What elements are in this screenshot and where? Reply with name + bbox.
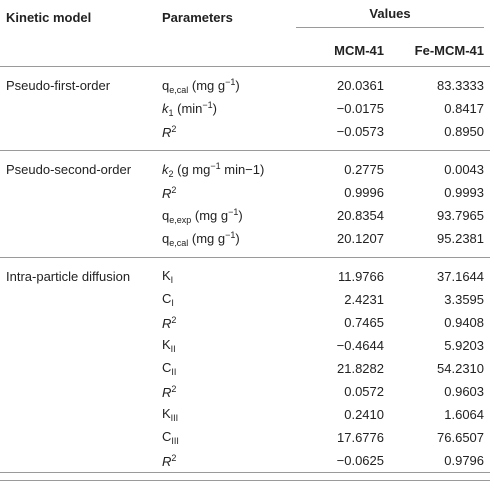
parameter-cell	[156, 265, 290, 288]
table-row	[0, 288, 490, 311]
parameter-symbol: R	[162, 315, 172, 331]
parameter-symbol: R	[162, 384, 172, 400]
parameter-cell	[156, 74, 290, 97]
kinetic-model-cell	[0, 227, 156, 250]
mcm41-value: 0.9996	[344, 185, 384, 200]
mcm41-value: 2.4231	[344, 292, 384, 307]
parameter-cell	[156, 403, 290, 426]
fe-mcm41-value: 93.7965	[437, 208, 485, 223]
table-row	[0, 357, 490, 380]
mcm41-value: 0.7465	[344, 315, 384, 330]
unit-superscript: −1	[210, 160, 221, 171]
kinetic-model-cell	[0, 288, 156, 311]
mcm41-value: 17.6776	[337, 430, 384, 445]
mcm41-value: 0.2410	[344, 407, 384, 422]
mcm41-value: 0.2775	[344, 162, 384, 177]
mcm41-value: 20.8354	[337, 208, 384, 223]
fe-mcm41-value: 76.6507	[437, 430, 485, 445]
kinetic-model-cell	[0, 181, 156, 204]
parameter-superscript: 2	[171, 452, 177, 463]
fe-mcm41-value: 0.9796	[390, 449, 490, 473]
mcm41-value: 21.8282	[337, 361, 384, 376]
table-row	[0, 311, 490, 334]
unit-end: min−1)	[220, 161, 265, 177]
header-values-label: Values	[296, 6, 484, 28]
fe-mcm41-value: 0.9603	[444, 384, 485, 399]
parameter-symbol: C	[162, 291, 172, 306]
fe-mcm41-value: 0.8950	[444, 124, 485, 139]
mcm41-value: −0.0573	[336, 124, 384, 139]
parameter-subscript: e,cal	[169, 237, 189, 248]
parameter-subscript: e,cal	[169, 84, 189, 95]
parameter-unit: (g mg	[173, 161, 211, 177]
parameter-subscript: I	[171, 298, 174, 308]
table-row	[0, 74, 490, 97]
mcm41-value: −0.0175	[336, 101, 384, 116]
kinetic-model-cell	[0, 380, 156, 403]
kinetic-model-cell	[0, 120, 156, 143]
group-divider	[0, 151, 490, 159]
table-row	[0, 120, 490, 143]
parameter-symbol: k	[162, 100, 169, 116]
parameter-symbol: K	[162, 337, 171, 352]
mcm41-value: 20.0361	[337, 78, 384, 93]
table-row	[0, 97, 490, 120]
parameter-cell	[156, 158, 290, 181]
table-row	[0, 403, 490, 426]
kinetic-model-cell: Pseudo-first-order	[6, 78, 111, 93]
fe-mcm41-value: 37.1644	[437, 269, 485, 284]
table-row	[0, 204, 490, 227]
table-row	[0, 449, 490, 473]
fe-mcm41-value: 1.6064	[444, 407, 485, 422]
kinetic-model-cell	[0, 334, 156, 357]
parameter-subscript: II	[170, 344, 176, 354]
parameter-superscript: 2	[171, 383, 177, 394]
mcm41-value: −0.0625	[290, 449, 390, 473]
kinetic-model-cell	[0, 97, 156, 120]
kinetic-model-cell	[0, 449, 156, 473]
table-row	[0, 181, 490, 204]
fe-mcm41-value: 0.8417	[444, 101, 485, 116]
parameter-subscript: III	[171, 436, 179, 446]
parameter-unit: (mg g	[188, 77, 226, 93]
fe-mcm41-value: 95.2381	[437, 231, 485, 246]
group-divider	[0, 67, 490, 75]
parameter-symbol: C	[162, 429, 172, 444]
fe-mcm41-value: 83.3333	[437, 78, 485, 93]
unit-superscript: −1	[228, 206, 239, 217]
parameter-subscript: I	[170, 275, 174, 285]
parameter-cell	[156, 334, 290, 357]
parameter-cell	[156, 288, 290, 311]
group-divider	[0, 258, 490, 266]
unit-end: )	[238, 207, 243, 223]
kinetic-model-cell	[0, 403, 156, 426]
parameter-symbol: R	[162, 453, 172, 469]
table-header	[0, 0, 490, 67]
table-row	[0, 265, 490, 288]
mcm41-value: −0.4644	[336, 338, 384, 353]
kinetic-model-cell	[0, 426, 156, 449]
table-row	[0, 334, 490, 357]
fe-mcm41-value: 0.0043	[444, 162, 485, 177]
parameter-subscript: 1	[168, 107, 174, 118]
parameter-symbol: R	[162, 124, 172, 140]
parameter-cell	[156, 311, 290, 334]
parameter-subscript: II	[171, 367, 177, 377]
parameter-unit: (mg g	[188, 230, 226, 246]
parameter-cell	[156, 204, 290, 227]
parameter-subscript: III	[170, 413, 179, 423]
unit-superscript: −1	[202, 99, 213, 110]
parameter-superscript: 2	[171, 184, 177, 195]
kinetic-model-cell: Pseudo-second-order	[6, 162, 132, 177]
table-row	[0, 380, 490, 403]
kinetic-model-cell: Intra-particle diffusion	[6, 269, 131, 284]
parameter-subscript: e,exp	[169, 214, 192, 225]
parameter-cell	[156, 449, 290, 473]
kinetic-model-cell	[0, 357, 156, 380]
table-row	[0, 227, 490, 250]
parameter-subscript: 2	[168, 168, 174, 179]
parameter-unit: (mg g	[191, 207, 229, 223]
parameter-symbol: q	[162, 230, 170, 246]
parameter-symbol: k	[162, 161, 169, 177]
table-row	[0, 426, 490, 449]
parameter-superscript: 2	[171, 314, 177, 325]
mcm41-value: 11.9766	[337, 269, 384, 284]
parameter-superscript: 2	[171, 123, 177, 134]
unit-end: )	[235, 230, 240, 246]
unit-end: )	[235, 77, 240, 93]
mcm41-value: 20.1207	[337, 231, 384, 246]
parameter-cell	[156, 426, 290, 449]
fe-mcm41-value: 54.2310	[437, 361, 485, 376]
fe-mcm41-value: 5.9203	[444, 338, 485, 353]
header-values	[290, 0, 490, 34]
header-kinetic-model: Kinetic model	[6, 9, 92, 25]
unit-superscript: −1	[225, 229, 236, 240]
parameter-cell	[156, 120, 290, 143]
parameter-symbol: R	[162, 185, 172, 201]
parameter-unit: (min	[173, 100, 203, 116]
header-mcm41: MCM-41	[334, 42, 384, 58]
parameter-cell	[156, 227, 290, 250]
unit-end: )	[212, 100, 218, 116]
fe-mcm41-value: 0.9408	[444, 315, 485, 330]
fe-mcm41-value: 0.9993	[444, 185, 485, 200]
unit-superscript: −1	[225, 76, 236, 87]
kinetic-model-cell	[0, 311, 156, 334]
parameter-cell	[156, 357, 290, 380]
table-row	[0, 158, 490, 181]
parameter-cell	[156, 380, 290, 403]
mcm41-value: 0.0572	[344, 384, 384, 399]
parameter-cell	[156, 97, 290, 120]
parameter-symbol: q	[162, 77, 170, 93]
kinetic-model-cell	[0, 204, 156, 227]
fe-mcm41-value: 3.3595	[444, 292, 485, 307]
table-body	[0, 67, 490, 481]
header-fe-mcm41: Fe-MCM-41	[414, 42, 485, 58]
parameter-cell	[156, 181, 290, 204]
parameter-symbol: q	[162, 207, 170, 223]
parameter-symbol: K	[162, 406, 171, 421]
header-parameters: Parameters	[162, 9, 233, 25]
parameter-symbol: C	[162, 360, 172, 375]
parameter-symbol: K	[162, 268, 171, 283]
